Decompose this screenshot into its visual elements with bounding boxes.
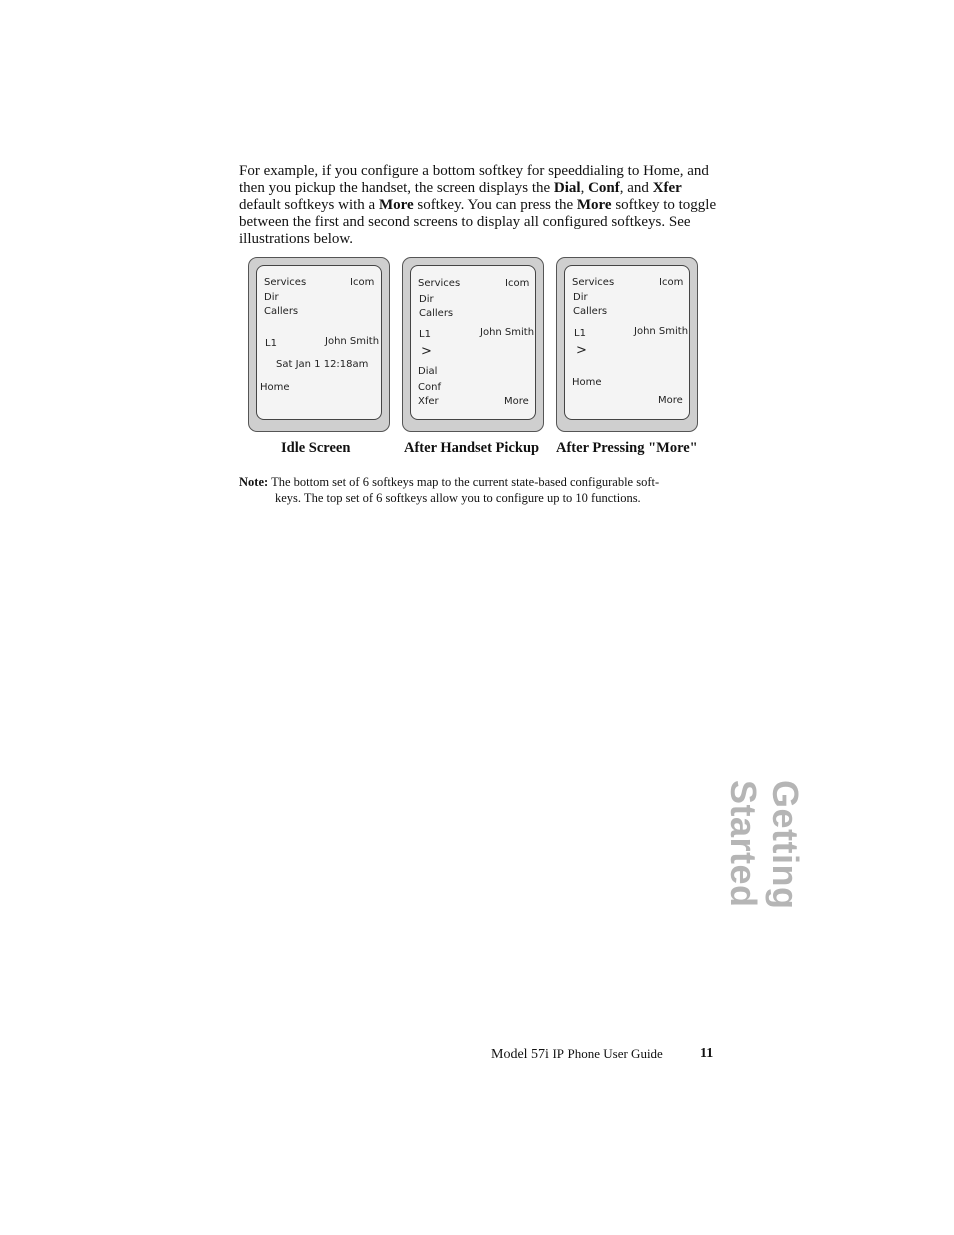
phone-display [564, 265, 690, 420]
footer-model: Model 57i [491, 1047, 549, 1062]
para-text: , [580, 180, 589, 196]
softkey-icom: Icom [659, 277, 684, 288]
para-text: default softkeys with a [239, 197, 379, 213]
caption-after-handset-pickup: After Handset Pickup [404, 440, 540, 456]
phone-after-handset-pickup [402, 257, 544, 432]
para-text: softkey to toggle between the first and second screens to display all configured softkeys. See illustrations below. [239, 197, 717, 247]
line-indicator: L1 [574, 328, 586, 339]
caption-after-pressing-more: After Pressing "More" [556, 440, 698, 456]
caller-name: John Smith [480, 327, 535, 338]
softkey-services: Services [264, 277, 307, 288]
softkey-name-conf: Conf [588, 180, 620, 196]
para-text: , and [619, 180, 653, 196]
phone-display [410, 265, 536, 420]
line-indicator: L1 [419, 329, 431, 340]
softkey-home: Home [260, 382, 290, 393]
footer-ip: IP [552, 1046, 565, 1061]
softkey-conf: Conf [418, 382, 441, 393]
softkey-home: Home [572, 377, 602, 388]
softkey-more: More [504, 396, 529, 407]
section-title: Getting Started [723, 780, 806, 910]
softkey-callers: Callers [573, 306, 608, 317]
note-text: The bottom set of 6 softkeys map to the current state-based configurable soft- [271, 475, 660, 489]
note-text-continued: keys. The top set of 6 softkeys allow you to configure up to 10 functions. [275, 490, 641, 505]
note-label: Note: [239, 475, 269, 489]
softkey-name-dial: Dial [553, 180, 581, 196]
caption-idle-screen: Idle Screen [281, 440, 351, 456]
cursor-arrow: > [576, 343, 587, 358]
phone-display [256, 265, 382, 420]
para-text: softkey. You can press the [413, 197, 577, 213]
caller-name: John Smith [325, 336, 380, 347]
intro-paragraph [239, 163, 719, 248]
softkey-services: Services [418, 278, 461, 289]
footer-guide-title: Phone User Guide [567, 1046, 663, 1061]
softkey-name-more: More [378, 197, 414, 213]
caller-name: John Smith [634, 326, 689, 337]
softkey-xfer: Xfer [418, 396, 439, 407]
softkey-icom: Icom [350, 277, 375, 288]
line-indicator: L1 [265, 338, 277, 349]
softkey-name-xfer: Xfer [652, 180, 682, 196]
softkey-services: Services [572, 277, 615, 288]
softkey-dial: Dial [418, 366, 438, 377]
softkey-callers: Callers [264, 306, 299, 317]
phone-after-pressing-more [556, 257, 698, 432]
date-time: Sat Jan 1 12:18am [276, 359, 369, 370]
page-footer [491, 1046, 663, 1063]
softkey-dir: Dir [573, 292, 588, 303]
softkey-callers: Callers [419, 308, 454, 319]
page-number: 11 [700, 1046, 714, 1061]
softkey-dir: Dir [264, 292, 279, 303]
note-block [239, 475, 719, 506]
softkey-more: More [658, 395, 683, 406]
softkey-icom: Icom [505, 278, 530, 289]
softkey-name-more: More [576, 197, 612, 213]
cursor-arrow: > [421, 344, 432, 359]
softkey-dir: Dir [419, 294, 434, 305]
section-side-tab [722, 780, 806, 1020]
para-text: For example, if you configure a bottom softkey for speeddialing to Home, and then you pickup the handset, the screen displays the [239, 163, 709, 196]
phone-idle-screen [248, 257, 390, 432]
